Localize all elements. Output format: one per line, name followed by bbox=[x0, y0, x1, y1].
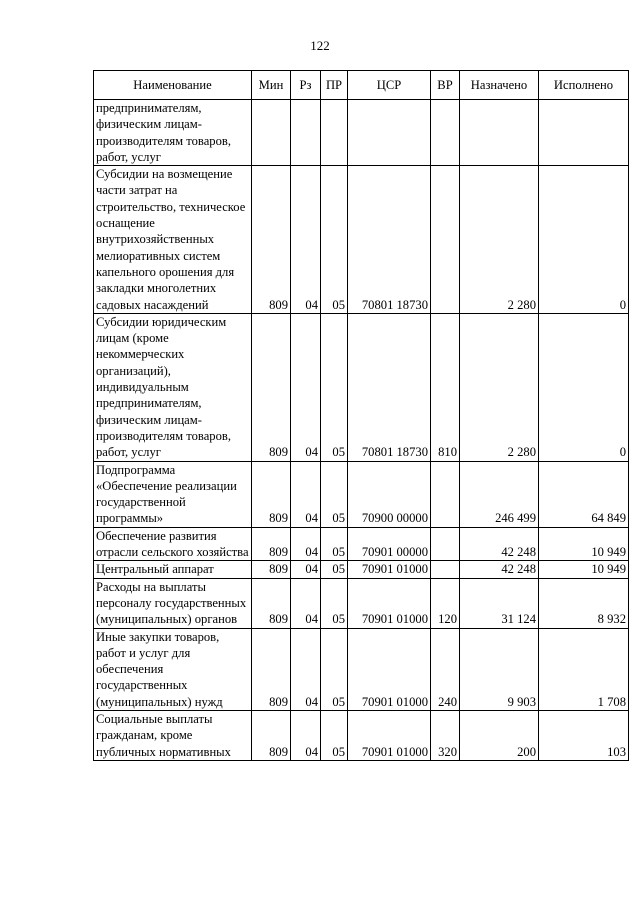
cell-csr bbox=[348, 100, 431, 166]
cell-vr: 240 bbox=[431, 628, 460, 710]
cell-pr: 05 bbox=[321, 461, 348, 527]
cell-rz: 04 bbox=[291, 166, 321, 314]
cell-assigned bbox=[460, 100, 539, 166]
cell-name: Обеспечение развития отрасли сельского хозяйства bbox=[94, 527, 252, 561]
cell-name: Социальные выплаты гражданам, кроме публичных нормативных bbox=[94, 710, 252, 760]
table-row bbox=[94, 710, 629, 760]
cell-name: Иные закупки товаров, работ и услуг для обеспечения государственных (муниципальных) нужд bbox=[94, 628, 252, 710]
header-executed: Исполнено bbox=[539, 71, 629, 100]
cell-vr bbox=[431, 100, 460, 166]
cell-assigned: 9 903 bbox=[460, 628, 539, 710]
cell-name: предпринимателям, физическим лицам-производителям товаров, работ, услуг bbox=[94, 100, 252, 166]
cell-rz: 04 bbox=[291, 313, 321, 461]
cell-assigned: 2 280 bbox=[460, 166, 539, 314]
table-row bbox=[94, 527, 629, 561]
page-number: 122 bbox=[310, 38, 330, 53]
cell-vr bbox=[431, 561, 460, 578]
cell-pr bbox=[321, 100, 348, 166]
table-row bbox=[94, 461, 629, 527]
table-row bbox=[94, 578, 629, 628]
header-rz: Рз bbox=[291, 71, 321, 100]
cell-min: 809 bbox=[252, 166, 291, 314]
cell-executed: 1 708 bbox=[539, 628, 629, 710]
cell-executed: 0 bbox=[539, 166, 629, 314]
header-vr: ВР bbox=[431, 71, 460, 100]
cell-csr: 70901 01000 bbox=[348, 578, 431, 628]
cell-csr: 70901 00000 bbox=[348, 527, 431, 561]
cell-pr: 05 bbox=[321, 166, 348, 314]
table-row bbox=[94, 628, 629, 710]
cell-min: 809 bbox=[252, 461, 291, 527]
cell-executed: 10 949 bbox=[539, 561, 629, 578]
cell-name: Субсидии на возмещение части затрат на строительство, техническое оснащение внутрихозяйственных мелиоративных систем капельного орошения для закладки многолетних садовых насаждений bbox=[94, 166, 252, 314]
cell-executed: 8 932 bbox=[539, 578, 629, 628]
cell-rz: 04 bbox=[291, 710, 321, 760]
cell-rz: 04 bbox=[291, 561, 321, 578]
cell-assigned: 200 bbox=[460, 710, 539, 760]
cell-pr: 05 bbox=[321, 710, 348, 760]
cell-name: Расходы на выплаты персоналу государственных (муниципальных) органов bbox=[94, 578, 252, 628]
cell-executed: 103 bbox=[539, 710, 629, 760]
table-row bbox=[94, 166, 629, 314]
cell-executed: 64 849 bbox=[539, 461, 629, 527]
budget-table bbox=[93, 70, 629, 761]
cell-csr: 70900 00000 bbox=[348, 461, 431, 527]
table-row bbox=[94, 561, 629, 578]
cell-pr: 05 bbox=[321, 561, 348, 578]
cell-name: Центральный аппарат bbox=[94, 561, 252, 578]
cell-assigned: 31 124 bbox=[460, 578, 539, 628]
cell-csr: 70801 18730 bbox=[348, 313, 431, 461]
cell-pr: 05 bbox=[321, 527, 348, 561]
cell-csr: 70901 01000 bbox=[348, 710, 431, 760]
cell-rz: 04 bbox=[291, 527, 321, 561]
cell-min bbox=[252, 100, 291, 166]
cell-min: 809 bbox=[252, 578, 291, 628]
table-header-row bbox=[94, 71, 629, 100]
cell-rz: 04 bbox=[291, 578, 321, 628]
cell-min: 809 bbox=[252, 628, 291, 710]
cell-vr: 810 bbox=[431, 313, 460, 461]
cell-assigned: 246 499 bbox=[460, 461, 539, 527]
cell-pr: 05 bbox=[321, 628, 348, 710]
cell-assigned: 42 248 bbox=[460, 527, 539, 561]
cell-vr bbox=[431, 166, 460, 314]
cell-min: 809 bbox=[252, 710, 291, 760]
cell-min: 809 bbox=[252, 561, 291, 578]
cell-rz: 04 bbox=[291, 628, 321, 710]
table-row bbox=[94, 100, 629, 166]
cell-vr bbox=[431, 461, 460, 527]
table-row bbox=[94, 313, 629, 461]
header-name: Наименование bbox=[94, 71, 252, 100]
cell-csr: 70901 01000 bbox=[348, 561, 431, 578]
cell-executed: 10 949 bbox=[539, 527, 629, 561]
cell-min: 809 bbox=[252, 313, 291, 461]
header-min: Мин bbox=[252, 71, 291, 100]
cell-rz: 04 bbox=[291, 461, 321, 527]
cell-vr: 120 bbox=[431, 578, 460, 628]
header-csr: ЦСР bbox=[348, 71, 431, 100]
cell-vr bbox=[431, 527, 460, 561]
cell-pr: 05 bbox=[321, 578, 348, 628]
cell-assigned: 2 280 bbox=[460, 313, 539, 461]
cell-assigned: 42 248 bbox=[460, 561, 539, 578]
cell-min: 809 bbox=[252, 527, 291, 561]
cell-executed: 0 bbox=[539, 313, 629, 461]
header-pr: ПР bbox=[321, 71, 348, 100]
cell-pr: 05 bbox=[321, 313, 348, 461]
cell-name: Субсидии юридическим лицам (кроме некоммерческих организаций), индивидуальным предпринимателям, физическим лицам-производителям товаров, работ, услуг bbox=[94, 313, 252, 461]
cell-csr: 70801 18730 bbox=[348, 166, 431, 314]
cell-executed bbox=[539, 100, 629, 166]
cell-vr: 320 bbox=[431, 710, 460, 760]
cell-rz bbox=[291, 100, 321, 166]
header-assigned: Назначено bbox=[460, 71, 539, 100]
cell-name: Подпрограмма «Обеспечение реализации государственной программы» bbox=[94, 461, 252, 527]
cell-csr: 70901 01000 bbox=[348, 628, 431, 710]
